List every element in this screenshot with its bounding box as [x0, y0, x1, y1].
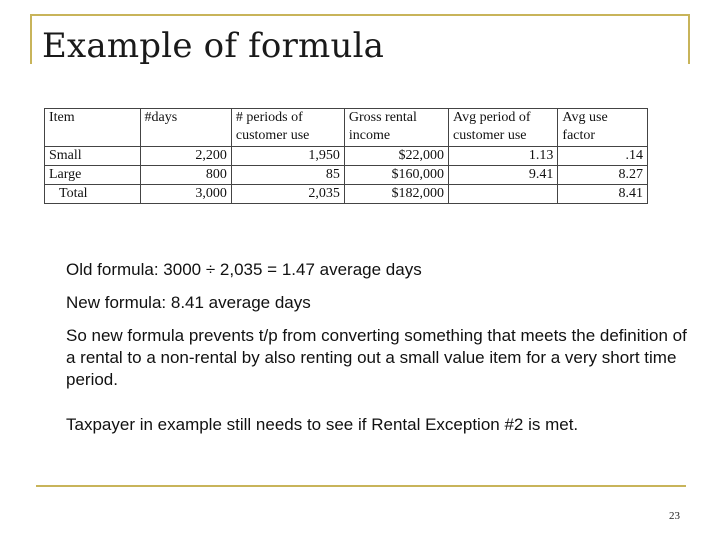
explanation-text: So new formula prevents t/p from converting something that meets the definition of a rental to a non-rental by also renting out a small value item for a very short time period. [66, 326, 687, 389]
cell-periods: 1,950 [231, 147, 344, 166]
cell-days: 3,000 [140, 185, 231, 204]
header-avg-use: Avg use factor [558, 109, 648, 147]
cell-avg-period: 9.41 [449, 166, 558, 185]
header-avg-period: Avg period of customer use [449, 109, 558, 147]
cell-item: Total [45, 185, 141, 204]
taxpayer-note-text: Taxpayer in example still needs to see if Rental Exception #2 is met. [66, 415, 579, 434]
page-number: 23 [669, 510, 680, 522]
cell-avg-period: 1.13 [449, 147, 558, 166]
footer-line [36, 485, 686, 487]
cell-periods: 85 [231, 166, 344, 185]
cell-gross: $22,000 [344, 147, 448, 166]
cell-item: Small [45, 147, 141, 166]
table-row [45, 185, 648, 204]
cell-days: 800 [140, 166, 231, 185]
cell-gross: $160,000 [344, 166, 448, 185]
cell-avg-use: 8.27 [558, 166, 648, 185]
formula-table [44, 108, 648, 204]
table-row [45, 166, 648, 185]
table-header-row [45, 109, 648, 147]
formula-table-wrapper [44, 108, 648, 208]
right-border-line [688, 14, 690, 64]
cell-gross: $182,000 [344, 185, 448, 204]
cell-avg-use: 8.41 [558, 185, 648, 204]
old-formula-text: Old formula: 3000 ÷ 2,035 = 1.47 average days [66, 260, 422, 279]
new-formula-text: New formula: 8.41 average days [66, 293, 311, 312]
slide-title: Example of formula [42, 26, 385, 66]
cell-days: 2,200 [140, 147, 231, 166]
header-gross-rental: Gross rental income [344, 109, 448, 147]
cell-avg-use: .14 [558, 147, 648, 166]
cell-avg-period [449, 185, 558, 204]
header-periods: # periods of customer use [231, 109, 344, 147]
table-row [45, 147, 648, 166]
header-days: #days [140, 109, 231, 147]
cell-item: Large [45, 166, 141, 185]
top-border-line [30, 14, 690, 16]
header-item: Item [45, 109, 141, 147]
cell-periods: 2,035 [231, 185, 344, 204]
left-border-line [30, 14, 32, 64]
